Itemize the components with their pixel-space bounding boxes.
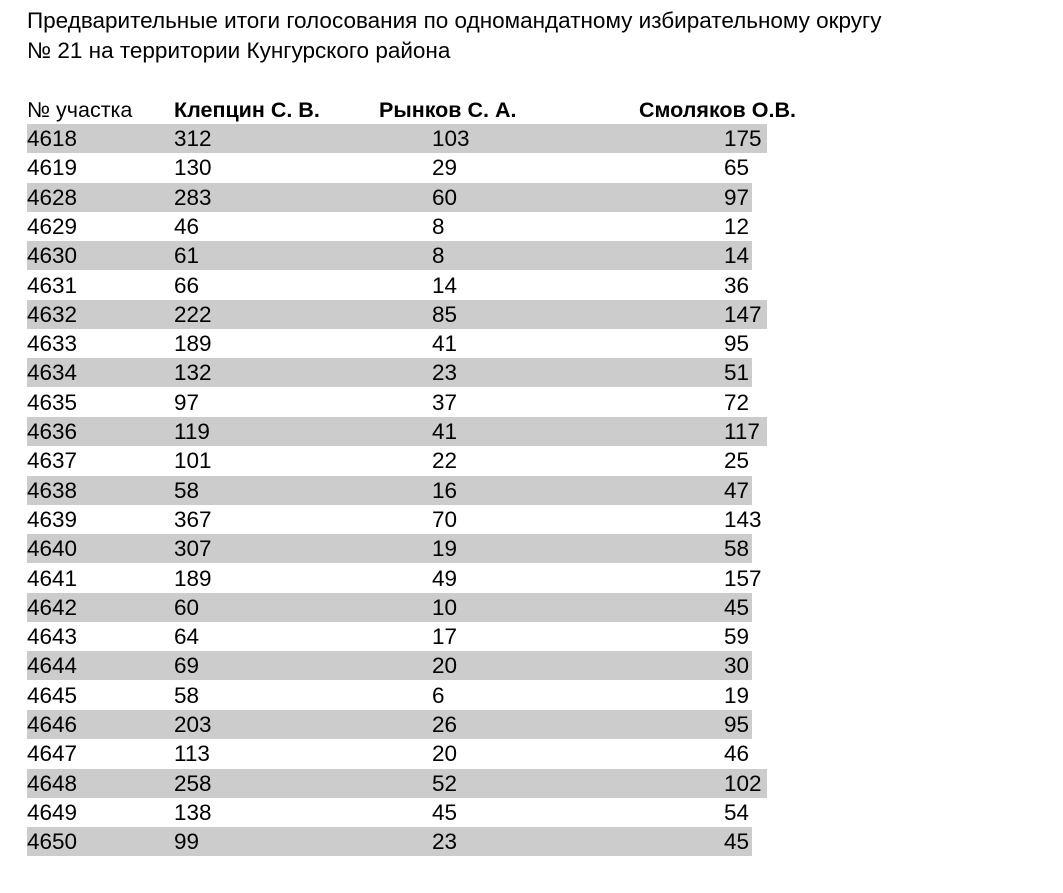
cell-candidate-1: 119 [174, 419, 210, 444]
cell-candidate-2: 29 [432, 155, 458, 181]
row-stripe [27, 534, 752, 563]
cell-precinct: 4641 [27, 565, 78, 591]
cell-candidate-2: 22 [432, 448, 458, 474]
cell-candidate-1: 58 [174, 682, 200, 708]
cell-precinct: 4634 [27, 360, 78, 386]
cell-precinct: 4640 [27, 536, 78, 562]
cell-precinct: 4646 [27, 712, 78, 737]
cell-candidate-3: 47 [724, 477, 750, 503]
cell-candidate-1: 367 [174, 506, 212, 532]
cell-precinct: 4645 [27, 682, 78, 708]
cell-precinct: 4639 [27, 506, 78, 532]
cell-candidate-3: 65 [724, 155, 750, 181]
cell-candidate-2: 41 [432, 331, 458, 357]
row-stripe [27, 710, 752, 739]
header-candidate-3: Смоляков О.В. [639, 98, 796, 122]
cell-precinct: 4647 [27, 741, 78, 767]
cell-candidate-3: 19 [724, 682, 750, 708]
cell-candidate-1: 99 [174, 829, 200, 855]
row-stripe [27, 300, 767, 329]
cell-precinct: 4636 [27, 419, 78, 444]
cell-precinct: 4638 [27, 477, 78, 503]
row-stripe [27, 241, 752, 270]
cell-candidate-1: 58 [174, 477, 200, 503]
cell-candidate-1: 189 [174, 331, 212, 357]
cell-candidate-3: 51 [724, 360, 750, 386]
cell-candidate-2: 8 [432, 213, 445, 239]
cell-precinct: 4637 [27, 448, 78, 474]
cell-candidate-2: 23 [432, 360, 458, 386]
cell-candidate-1: 222 [174, 301, 212, 327]
cell-precinct: 4629 [27, 213, 78, 239]
row-stripe [27, 124, 767, 153]
cell-precinct: 4648 [27, 770, 78, 796]
cell-candidate-1: 97 [174, 389, 200, 415]
cell-candidate-3: 95 [724, 712, 750, 737]
cell-precinct: 4644 [27, 653, 78, 679]
cell-candidate-2: 70 [432, 506, 458, 532]
cell-precinct: 4650 [27, 829, 78, 855]
row-stripe [27, 651, 752, 680]
cell-candidate-2: 37 [432, 389, 458, 415]
cell-candidate-1: 307 [174, 536, 212, 562]
cell-candidate-2: 49 [432, 565, 458, 591]
cell-candidate-3: 72 [724, 389, 750, 415]
cell-candidate-2: 20 [432, 741, 458, 767]
cell-candidate-3: 95 [724, 331, 750, 357]
cell-candidate-3: 45 [724, 829, 750, 855]
cell-candidate-3: 25 [724, 448, 750, 474]
row-stripe [27, 593, 752, 622]
cell-candidate-3: 157 [724, 565, 762, 591]
cell-candidate-3: 46 [724, 741, 750, 767]
cell-precinct: 4619 [27, 155, 78, 181]
cell-candidate-3: 14 [724, 243, 750, 269]
cell-candidate-1: 312 [174, 126, 212, 151]
row-stripe [27, 417, 767, 446]
cell-candidate-1: 101 [174, 448, 212, 474]
row-stripe [27, 183, 752, 212]
cell-candidate-2: 8 [432, 243, 445, 269]
cell-candidate-2: 52 [432, 770, 458, 796]
cell-candidate-1: 60 [174, 594, 200, 620]
cell-candidate-1: 46 [174, 213, 200, 239]
cell-precinct: 4633 [27, 331, 78, 357]
cell-candidate-1: 138 [174, 799, 212, 825]
cell-candidate-1: 66 [174, 272, 200, 298]
cell-candidate-3: 59 [724, 624, 750, 650]
cell-candidate-1: 258 [174, 770, 212, 796]
cell-precinct: 4632 [27, 301, 78, 327]
cell-candidate-2: 41 [432, 419, 458, 444]
cell-candidate-1: 64 [174, 624, 200, 650]
cell-candidate-3: 147 [724, 301, 762, 327]
cell-precinct: 4630 [27, 243, 78, 269]
cell-precinct: 4642 [27, 594, 78, 620]
cell-candidate-1: 113 [174, 741, 210, 767]
title-line-2: № 21 на территории Кунгурского района [27, 38, 451, 63]
cell-candidate-3: 117 [724, 419, 760, 444]
cell-candidate-2: 10 [432, 594, 458, 620]
cell-candidate-1: 132 [174, 360, 212, 386]
cell-precinct: 4631 [27, 272, 78, 298]
cell-candidate-3: 58 [724, 536, 750, 562]
cell-candidate-2: 45 [432, 799, 458, 825]
cell-candidate-3: 45 [724, 594, 750, 620]
cell-candidate-3: 54 [724, 799, 750, 825]
cell-candidate-3: 36 [724, 272, 750, 298]
cell-candidate-1: 61 [174, 243, 200, 269]
cell-candidate-2: 60 [432, 184, 458, 210]
cell-candidate-2: 85 [432, 301, 458, 327]
cell-precinct: 4618 [27, 126, 78, 151]
cell-precinct: 4649 [27, 799, 78, 825]
cell-candidate-3: 143 [724, 506, 762, 532]
header-candidate-1: Клепцин С. В. [174, 98, 320, 122]
cell-candidate-3: 97 [724, 184, 750, 210]
row-stripe [27, 476, 752, 505]
cell-candidate-1: 203 [174, 712, 212, 737]
cell-candidate-2: 20 [432, 653, 458, 679]
cell-candidate-3: 175 [724, 126, 762, 151]
title-line-1: Предварительные итоги голосования по одномандатному избирательному округу [27, 8, 882, 33]
cell-precinct: 4628 [27, 184, 78, 210]
cell-candidate-1: 283 [174, 184, 212, 210]
cell-precinct: 4635 [27, 389, 78, 415]
header-precinct: № участка [27, 98, 133, 122]
cell-candidate-2: 14 [432, 272, 458, 298]
cell-candidate-2: 17 [432, 624, 458, 650]
cell-candidate-2: 26 [432, 712, 458, 737]
cell-candidate-3: 102 [724, 770, 762, 796]
cell-candidate-3: 30 [724, 653, 750, 679]
cell-candidate-2: 103 [432, 126, 470, 151]
row-stripe [27, 358, 752, 387]
cell-candidate-2: 23 [432, 829, 458, 855]
row-stripe [27, 827, 752, 856]
cell-candidate-1: 130 [174, 155, 212, 181]
cell-precinct: 4643 [27, 624, 78, 650]
cell-candidate-2: 6 [432, 682, 445, 708]
cell-candidate-1: 189 [174, 565, 212, 591]
cell-candidate-2: 16 [432, 477, 458, 503]
cell-candidate-3: 12 [724, 213, 750, 239]
row-stripe [27, 769, 767, 798]
header-candidate-2: Рынков С. А. [379, 98, 517, 122]
cell-candidate-2: 19 [432, 536, 458, 562]
cell-candidate-1: 69 [174, 653, 200, 679]
